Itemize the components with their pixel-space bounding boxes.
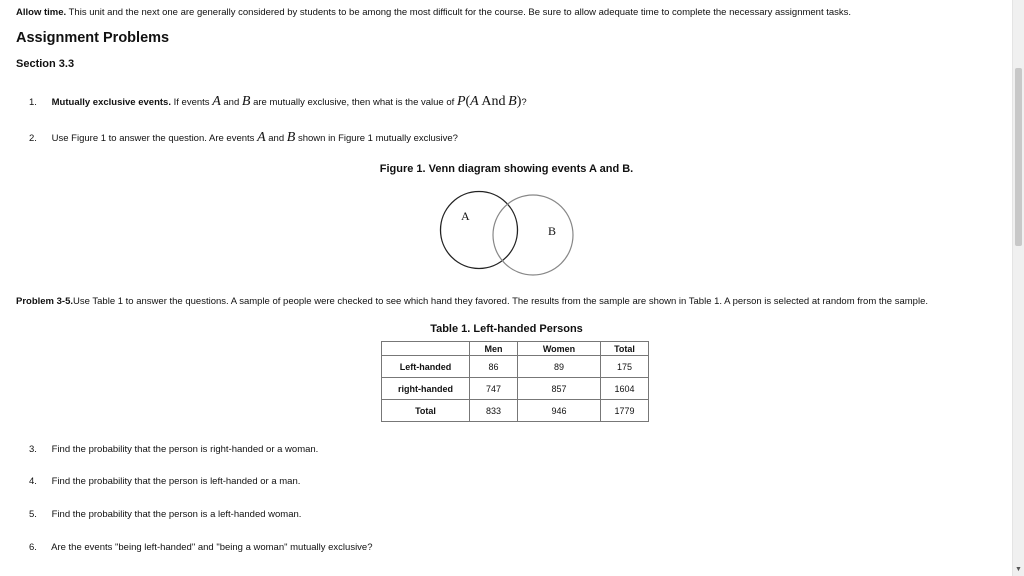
scrollbar-thumb[interactable] xyxy=(1015,68,1022,246)
table-caption: Table 1. Left-handed Persons xyxy=(430,323,583,335)
table-row xyxy=(382,378,649,400)
table-cell: 86 xyxy=(470,356,518,378)
expr-a: A xyxy=(470,94,479,109)
variable-b: B xyxy=(241,94,251,109)
question-2 xyxy=(29,130,458,146)
question-6 xyxy=(29,542,373,553)
row-label: Left-handed xyxy=(382,356,470,378)
question-number: 2. xyxy=(29,133,37,144)
scroll-down-arrow-icon[interactable]: ▼ xyxy=(1015,566,1022,573)
section-heading: Section 3.3 xyxy=(16,58,75,70)
question-3 xyxy=(29,444,318,455)
question-number: 5. xyxy=(29,509,37,520)
question-number: 1. xyxy=(29,97,37,108)
figure-caption: Figure 1. Venn diagram showing events A and B. xyxy=(379,163,634,175)
table-row xyxy=(382,400,649,422)
question-mark: ? xyxy=(521,97,527,108)
question-text: Find the probability that the person is right-handed or a woman. xyxy=(51,444,319,455)
page-title: Assignment Problems xyxy=(16,30,170,46)
question-5 xyxy=(29,509,301,520)
question-4 xyxy=(29,476,300,487)
question-text: Find the probability that the person is a left-handed woman. xyxy=(51,509,302,520)
table-cell: 946 xyxy=(518,400,601,422)
question-text: shown in Figure 1 mutually exclusive? xyxy=(297,133,458,144)
expr-paren-close: ) xyxy=(516,94,522,109)
question-text: If events xyxy=(173,97,210,108)
problem-text: Use Table 1 to answer the questions. A sample of people were checked to see which hand they favored. The results from the sample are shown in Table 1. A person is selected at random from the sample. xyxy=(73,296,928,307)
venn-circle-a xyxy=(441,192,518,269)
question-text: Are the events "being left-handed" and "being a woman" mutually exclusive? xyxy=(51,542,373,553)
table-cell: 857 xyxy=(518,378,601,400)
table-header-cell: Men xyxy=(470,342,518,356)
table-header-cell xyxy=(382,342,470,356)
question-number: 4. xyxy=(29,476,37,487)
table-cell: 175 xyxy=(601,356,649,378)
variable-a: A xyxy=(257,130,266,145)
question-1 xyxy=(29,94,527,110)
variable-b: B xyxy=(286,130,296,145)
table-header-row xyxy=(382,342,649,356)
question-lead: Mutually exclusive events. xyxy=(51,97,171,108)
table-header-cell: Total xyxy=(601,342,649,356)
row-label: Total xyxy=(382,400,470,422)
conjunction: and xyxy=(268,133,285,144)
question-text: are mutually exclusive, then what is the value of xyxy=(253,97,455,108)
table-cell: 833 xyxy=(470,400,518,422)
table-header-cell: Women xyxy=(518,342,601,356)
notice-text: This unit and the next one are generally considered by students to be among the most difficult for the course. Be sure to allow adequate time to complete the necessary assignment tasks. xyxy=(68,7,852,18)
question-text: Find the probability that the person is left-handed or a man. xyxy=(51,476,301,487)
question-number: 3. xyxy=(29,444,37,455)
table-cell: 89 xyxy=(518,356,601,378)
conjunction: and xyxy=(223,97,240,108)
table-cell: 1779 xyxy=(601,400,649,422)
left-handed-table xyxy=(381,341,649,422)
vertical-scrollbar[interactable] xyxy=(1012,0,1024,576)
expr-p: P xyxy=(456,94,466,109)
table-cell: 747 xyxy=(470,378,518,400)
row-label: right-handed xyxy=(382,378,470,400)
question-text: Use Figure 1 to answer the question. Are events xyxy=(51,133,255,144)
venn-label-a: A xyxy=(461,209,470,223)
variable-a: A xyxy=(212,94,221,109)
expr-paren-open: ( xyxy=(465,94,471,109)
problem-label: Problem 3-5. xyxy=(16,296,74,307)
expr-b: B xyxy=(508,94,517,109)
question-number: 6. xyxy=(29,542,37,553)
venn-diagram xyxy=(437,188,579,280)
expr-and: And xyxy=(481,94,506,109)
notice-label: Allow time. xyxy=(16,7,67,18)
allow-time-notice xyxy=(16,7,851,18)
venn-label-b: B xyxy=(548,224,557,238)
table-row xyxy=(382,356,649,378)
problem-3-5-intro xyxy=(16,296,928,307)
table-cell: 1604 xyxy=(601,378,649,400)
venn-circle-b xyxy=(493,195,573,275)
